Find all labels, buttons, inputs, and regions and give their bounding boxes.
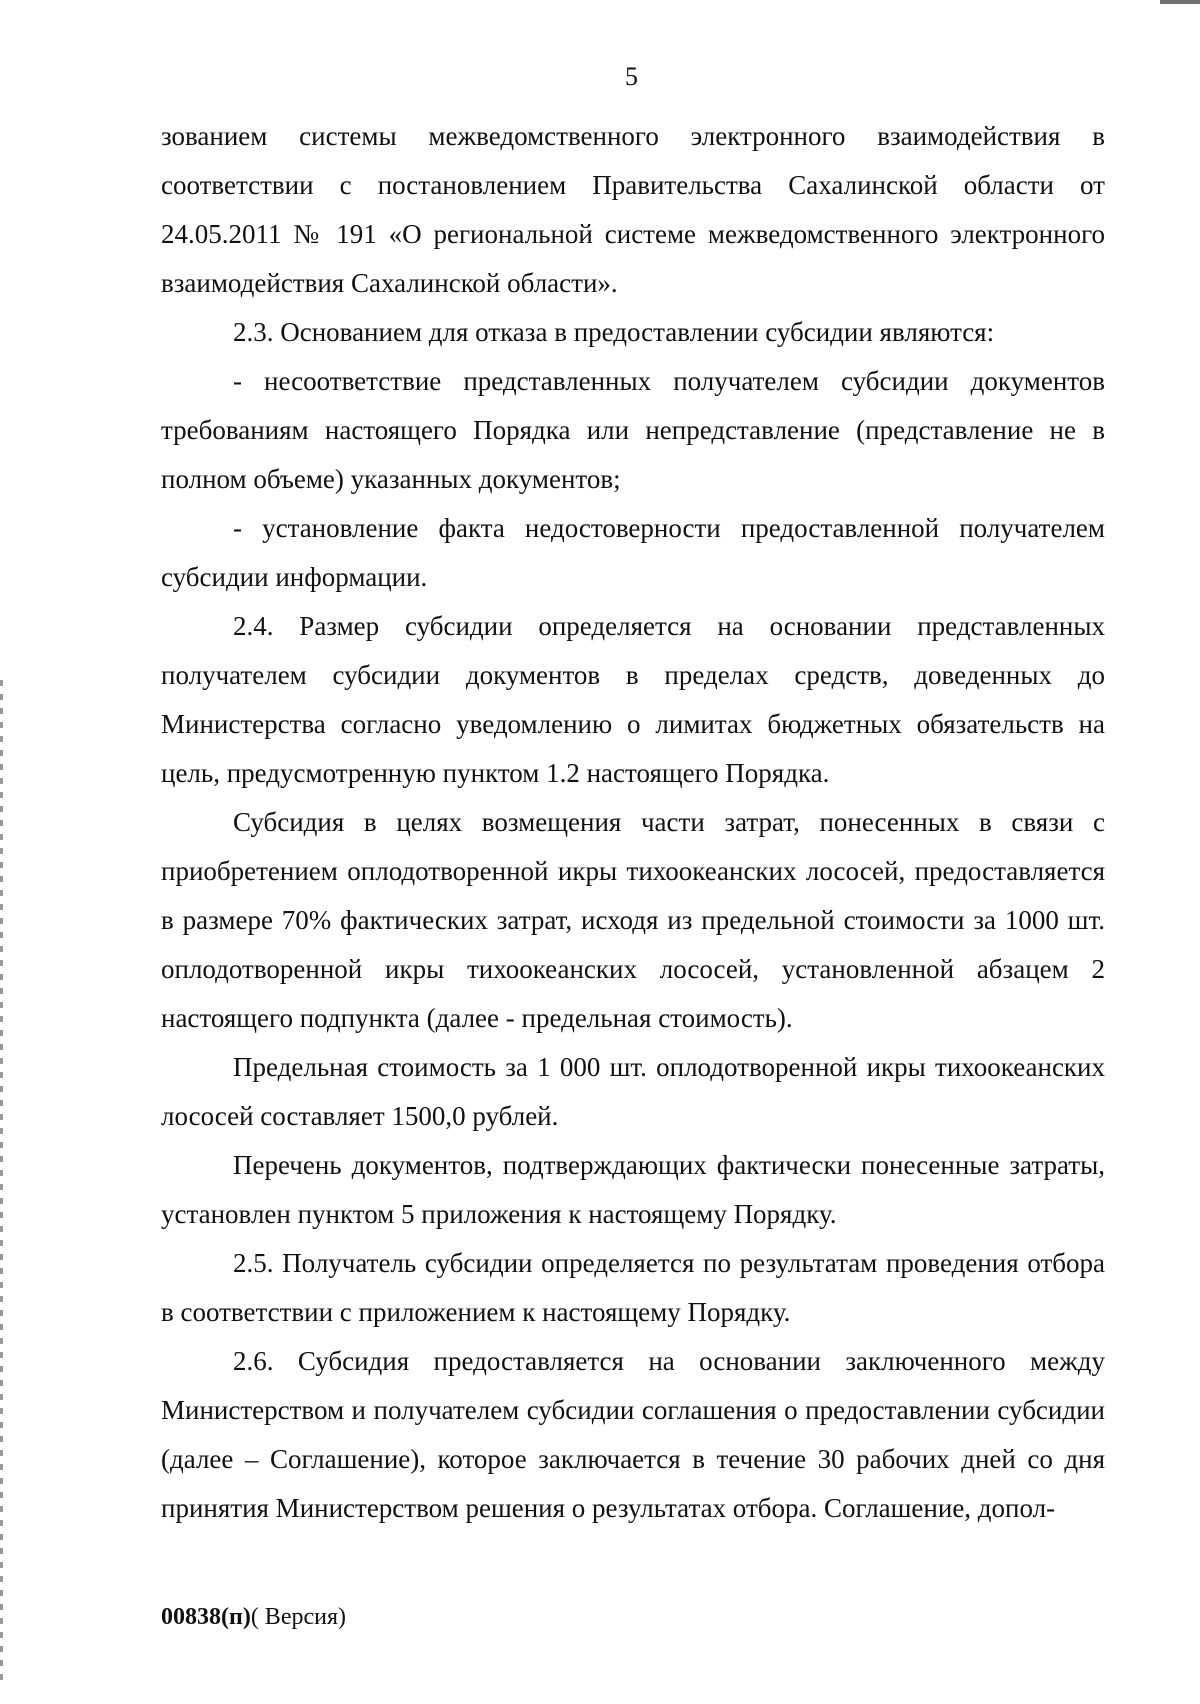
footer-code: 00838(п) bbox=[161, 1604, 251, 1630]
paragraph-limit-cost: Предельная стоимость за 1 000 шт. оплодотворенной икры тихоокеанских лососей составляет 1500,0 рублей. bbox=[161, 1052, 1105, 1131]
footer-document-code bbox=[161, 1604, 346, 1631]
scan-edge-artifact bbox=[0, 680, 3, 1680]
paragraph-subsidy-rate: Субсидия в целях возмещения части затрат, понесенных в связи с приобретением оплодотворенной икры тихоокеанских лососей, предоставляется в размере 70% фактических затрат, исходя из предельной стоимости за 1000 шт. оплодотворенной икры тихоокеанских лососей, установленной абзацем 2 настоящего подпункта (далее - предельная стоимость). bbox=[161, 807, 1105, 1033]
page-number: 5 bbox=[625, 62, 638, 91]
paragraph-2-6: 2.6. Субсидия предоставляется на основании заключенного между Министерством и получателем субсидии соглашения о предоставлении субсидии (далее – Соглашение), которое заключается в течение 30 рабочих дней со дня принятия Министерством решения о результатах отбора. Соглашение, допол- bbox=[161, 1346, 1105, 1523]
paragraph-continuation: зованием системы межведомственного электронного взаимодействия в соответствии с постановлением Правительства Сахалинской области от 24.05.2011 № 191 «О региональной системе межведомственного электронного взаимодействия Сахалинской области». bbox=[161, 121, 1105, 298]
list-item-refusal-1: - несоответствие представленных получателем субсидии документов требованиям настоящего Порядка или непредставление (представление не в полном объеме) указанных документов; bbox=[161, 366, 1105, 494]
paragraph-2-5: 2.5. Получатель субсидии определяется по результатам проведения отбора в соответствии с приложением к настоящему Порядку. bbox=[161, 1248, 1105, 1327]
list-item-refusal-2: - установление факта недостоверности предоставленной получателем субсидии информации. bbox=[161, 513, 1105, 592]
scan-mark bbox=[1160, 0, 1200, 4]
document-body bbox=[161, 112, 1105, 1533]
paragraph-2-3: 2.3. Основанием для отказа в предоставлении субсидии являются: bbox=[233, 317, 995, 347]
paragraph-2-4: 2.4. Размер субсидии определяется на основании представленных получателем субсидии документов в пределах средств, доведенных до Министерства согласно уведомлению о лимитах бюджетных обязательств на цель, предусмотренную пунктом 1.2 настоящего Порядка. bbox=[161, 611, 1105, 788]
footer-version: ( Версия) bbox=[250, 1604, 346, 1630]
paragraph-documents-list: Перечень документов, подтверждающих фактически понесенные затраты, установлен пунктом 5 приложения к настоящему Порядку. bbox=[161, 1150, 1105, 1229]
